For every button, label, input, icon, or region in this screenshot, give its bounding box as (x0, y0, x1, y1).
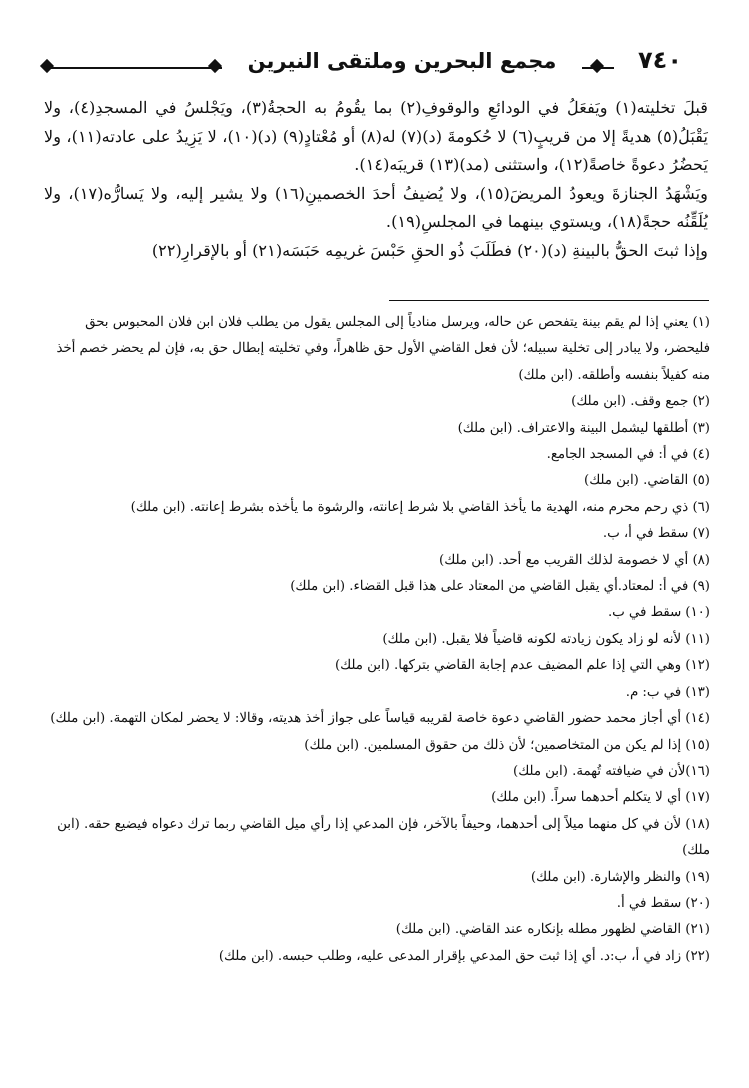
footnote: (٢٠) سقط في أ. (616, 895, 710, 911)
page-number: ٧٤٠ (614, 46, 706, 74)
footnote: (٢) جمع وقف. (ابن ملك) (571, 394, 710, 410)
footnote: (١٤) أي أجاز محمد حضور القاضي دعوة خاصة لقريبه قياساً على جواز أخذ هديته، وقالا: لا يحضر لمكان التهمة. (ابن ملك) (50, 711, 710, 727)
footnote: (٧) سقط في أ، ب. (602, 526, 710, 542)
footnote: (٢٢) زاد في أ، ب:د. أي إذا ثبت حق المدعي بإقرار المدعى عليه، وطلب حبسه. (ابن ملك) (218, 948, 710, 964)
main-paragraph: وإذا ثبتَ الحقُّ بالبينةِ (د)(٢٠) فطَلَبَ ذُو الحقِ حَبْسَ غريمِه حَبَسَه(٢١) أو بالإقرارِ(٢٢) (151, 240, 708, 260)
footnote: (٢١) القاضي لظهور مطله بإنكاره عند القاضي. (ابن ملك) (395, 922, 710, 938)
footnote: (١٨) لأن في كل منهما ميلاً إلى أحدهما، وحيفاً بالآخر، فإن المدعي إذا رأي ميل القاضي ربما ترك دعواه فيضيع حقه. (ابن ملك) (57, 816, 710, 859)
footnotes (44, 310, 710, 970)
footnote: (١١) لأنه لو زاد يكون زيادته لكونه قاضياً فلا يقبل. (ابن ملك) (382, 631, 710, 647)
footnote: (١٧) أي لا يتكلم أحدهما سراً. (ابن ملك) (491, 790, 710, 806)
running-header (38, 48, 710, 88)
footnote: (٩) في أ: لمعتاد.أي يقبل القاضي من المعتاد على هذا قبل القضاء. (ابن ملك) (290, 579, 710, 595)
footnote: (٥) القاضي. (ابن ملك) (584, 473, 710, 489)
footnote: (٦) ذي رحم محرم منه، الهدية ما يأخذ القاضي بلا شرط إعانته، والرشوة ما يأخذه بشرط إعانته. (ابن ملك) (130, 499, 710, 515)
footnote: (٤) في أ: في المسجد الجامع. (546, 447, 710, 463)
footnote: (١٠) سقط في ب. (607, 605, 710, 621)
diamond-ornament-icon (208, 59, 222, 73)
footnote: (١٩) والنظر والإشارة. (ابن ملك) (530, 869, 710, 885)
footnote: (١٢) وهي التي إذا علم المضيف عدم إجابة القاضي بتركها. (ابن ملك) (334, 658, 710, 674)
footnote-separator (389, 300, 709, 301)
footnote: (١) يعني إذا لم يقم بينة يتفحص عن حاله، ويرسل منادياً إلى المجلس يقول من يطلب فلان ابن فلان المحبوس بحق فليحضر، ولا يبادر إلى تخلية سبيله؛ لأن فعل القاضي الأول حق ظاهراً، وفي تخليته إبطال حق به، فإن لم يحضر خصم أخذ منه كفيلاً بنفسه وأطلقه. (ابن ملك) (56, 315, 710, 383)
diamond-ornament-icon (40, 59, 54, 73)
footnote: (٣) أطلقها ليشمل البينة والاعتراف. (ابن ملك) (457, 420, 710, 436)
footnote: (٨) أي لا خصومة لذلك القريب مع أحد. (ابن ملك) (439, 552, 710, 568)
main-text (44, 94, 708, 265)
main-paragraph: قبلَ تخليته(١) ويَفعَلُ في الودائعِ والوقوفِ(٢) بما يقُومُ به الحجةُ(٣)، ويَجْلسُ في المسجدِ(٤)، ولا يَقْبَلُ(٥) هديةً إلا من قريبٍ(٦) لا حُكومةَ (د)(٧) له(٨) أو مُعْتادٍ(٩) (د)(١٠)، لا يَزِيدُ على عادته(١١)، ولا يَحضُرُ دعوةً خاصةً(١٢)، واستثنى (مد)(١٣) قريبَه(١٤). (44, 98, 708, 174)
footnote: (١٣) في ب: م. (625, 684, 710, 700)
diamond-ornament-icon (590, 59, 604, 73)
footnote: (١٥) إذا لم يكن من المتخاصمين؛ لأن ذلك من حقوق المسلمين. (ابن ملك) (304, 737, 710, 753)
footnote: (١٦)لأن في ضيافته تُهمة. (ابن ملك) (513, 763, 710, 779)
page-title: مجمع البحرين وملتقى النيرين (222, 49, 582, 73)
main-paragraph: ويَشْهَدُ الجنازةَ ويعودُ المريضَ(١٥)، ولا يُضيفُ أحدَ الخصمينِ(١٦) ولا يشير إليه، ولا يَسارُّه(١٧)، ولا يُلَقِّنُه حجةً(١٨)، ويستوي بينهما في المجلسِ(١٩). (44, 183, 708, 231)
